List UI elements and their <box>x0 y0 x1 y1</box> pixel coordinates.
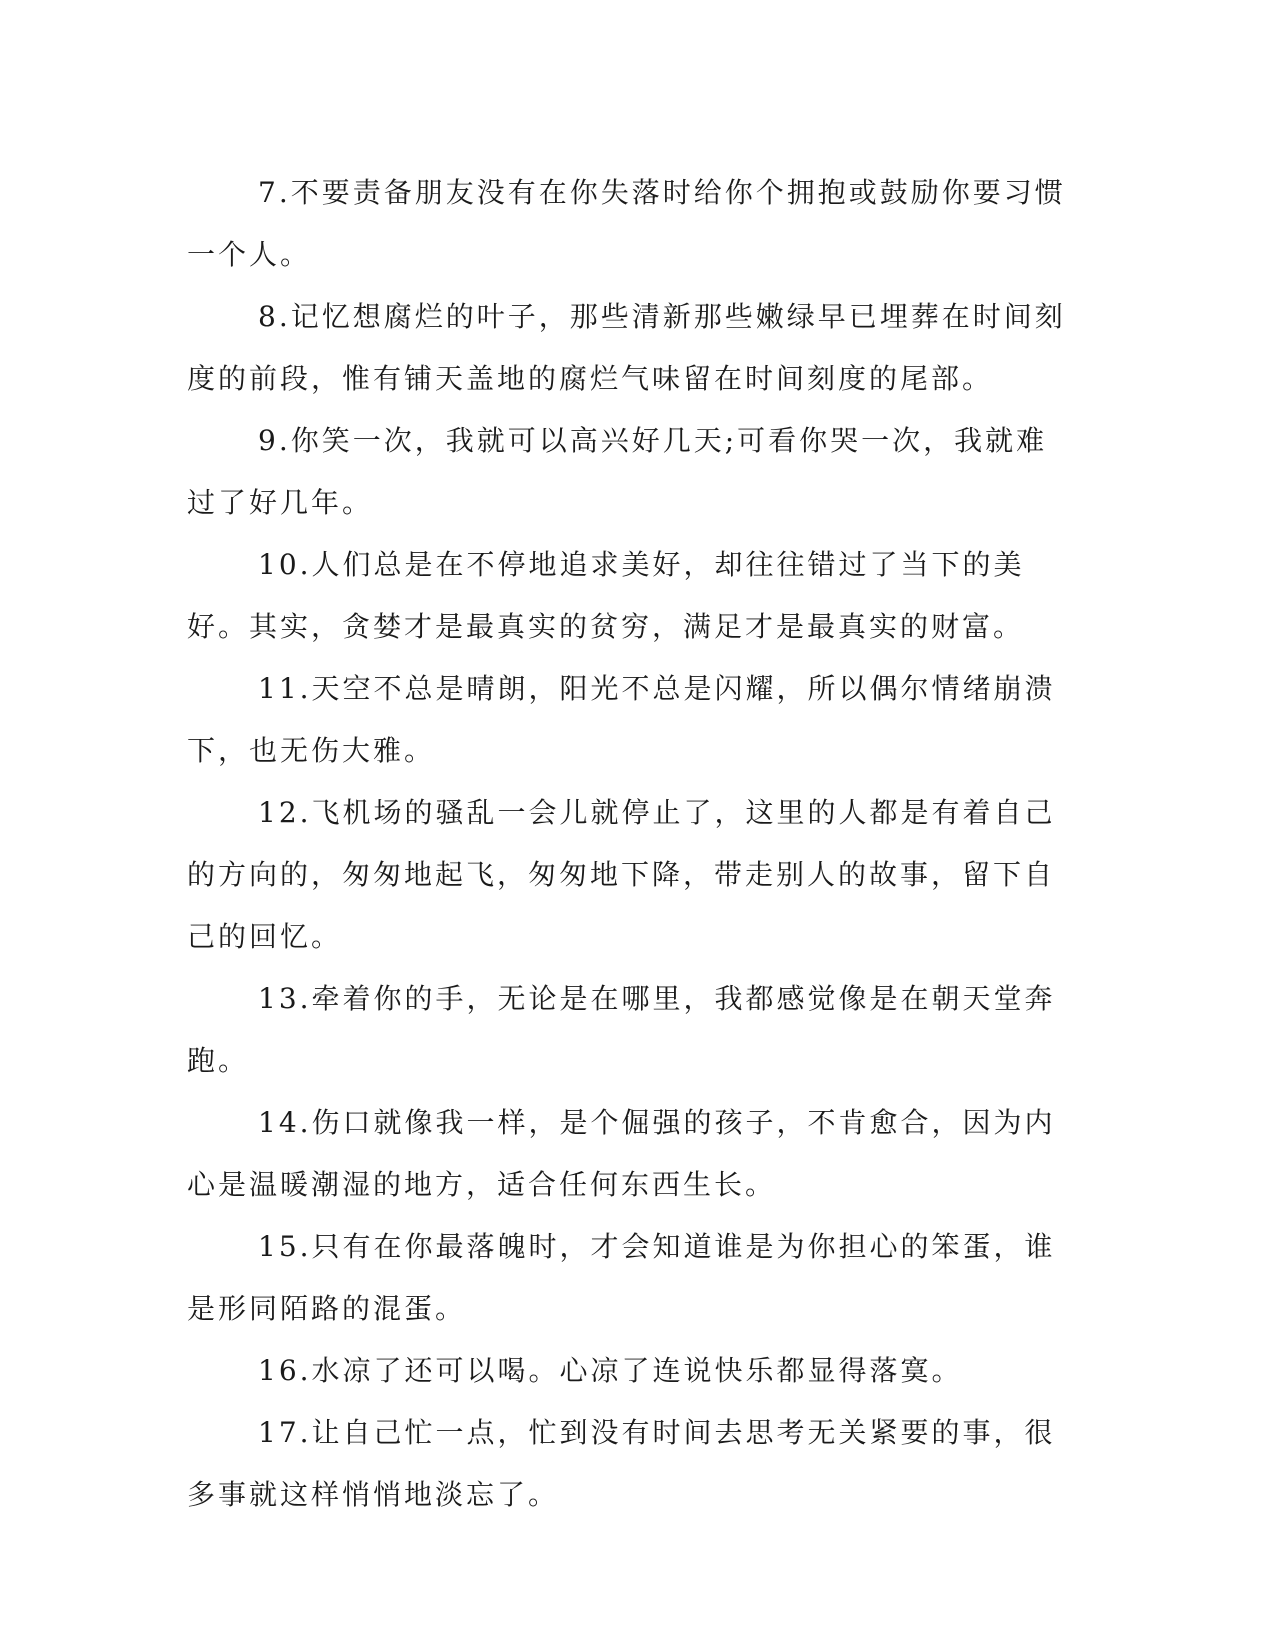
paragraph-9-line-1: 9.你笑一次，我就可以高兴好几天;可看你哭一次，我就难过了好 <box>187 424 1048 519</box>
paragraph-10 <box>187 534 1077 658</box>
paragraph-16 <box>187 1340 1077 1402</box>
paragraph-13-line-1: 13.牵着你的手，无论是在哪里，我都感觉像是在朝天堂奔跑。 <box>187 982 1056 1077</box>
paragraph-17 <box>187 1402 1077 1526</box>
paragraph-9 <box>187 410 1077 534</box>
paragraph-7-line-1: 7.不要责备朋友没有在你失落时给你个拥抱或鼓励你要习惯一个 <box>187 176 1066 271</box>
paragraph-10-line-1: 10.人们总是在不停地追求美好，却往往错过了当下的美好。其实 <box>187 548 1025 643</box>
document-body <box>187 162 1077 1526</box>
paragraph-10-line-2: ，贪婪才是最真实的贫穷，满足才是最真实的财富。 <box>311 610 1025 643</box>
paragraph-16-line-1: 16.水凉了还可以喝。心凉了连说快乐都显得落寞。 <box>258 1354 963 1387</box>
paragraph-15-line-1: 15.只有在你最落魄时，才会知道谁是为你担心的笨蛋，谁是形同 <box>187 1230 1056 1325</box>
paragraph-11 <box>187 658 1077 782</box>
paragraph-12-line-1: 12.飞机场的骚乱一会儿就停止了，这里的人都是有着自己的方向 <box>187 796 1056 891</box>
paragraph-17-line-2: 这样悄悄地淡忘了。 <box>280 1478 560 1511</box>
paragraph-8-line-1: 8.记忆想腐烂的叶子，那些清新那些嫩绿早已埋葬在时间刻度的 <box>187 300 1066 395</box>
paragraph-14-line-2: 暖潮湿的地方，适合任何东西生长。 <box>280 1168 777 1201</box>
paragraph-15 <box>187 1216 1077 1340</box>
paragraph-7 <box>187 162 1077 286</box>
paragraph-12 <box>187 782 1077 968</box>
paragraph-8-line-2: 前段，惟有铺天盖地的腐烂气味留在时间刻度的尾部。 <box>249 362 994 395</box>
paragraph-12-line-2: 的，匆匆地起飞，匆匆地下降，带走别人的故事，留下自己的回忆。 <box>187 858 1056 953</box>
paragraph-14 <box>187 1092 1077 1216</box>
paragraph-15-line-2: 陌路的混蛋。 <box>280 1292 467 1325</box>
paragraph-11-line-2: 无伤大雅。 <box>280 734 436 767</box>
paragraph-11-line-1: 11.天空不总是晴朗，阳光不总是闪耀，所以偶尔情绪崩溃下，也 <box>187 672 1056 767</box>
paragraph-8 <box>187 286 1077 410</box>
paragraph-17-line-1: 17.让自己忙一点，忙到没有时间去思考无关紧要的事，很多事就 <box>187 1416 1056 1511</box>
paragraph-13 <box>187 968 1077 1092</box>
paragraph-14-line-1: 14.伤口就像我一样，是个倔强的孩子，不肯愈合，因为内心是温 <box>187 1106 1056 1201</box>
paragraph-9-line-2: 几年。 <box>280 486 374 519</box>
paragraph-7-line-2: 人。 <box>249 238 312 271</box>
